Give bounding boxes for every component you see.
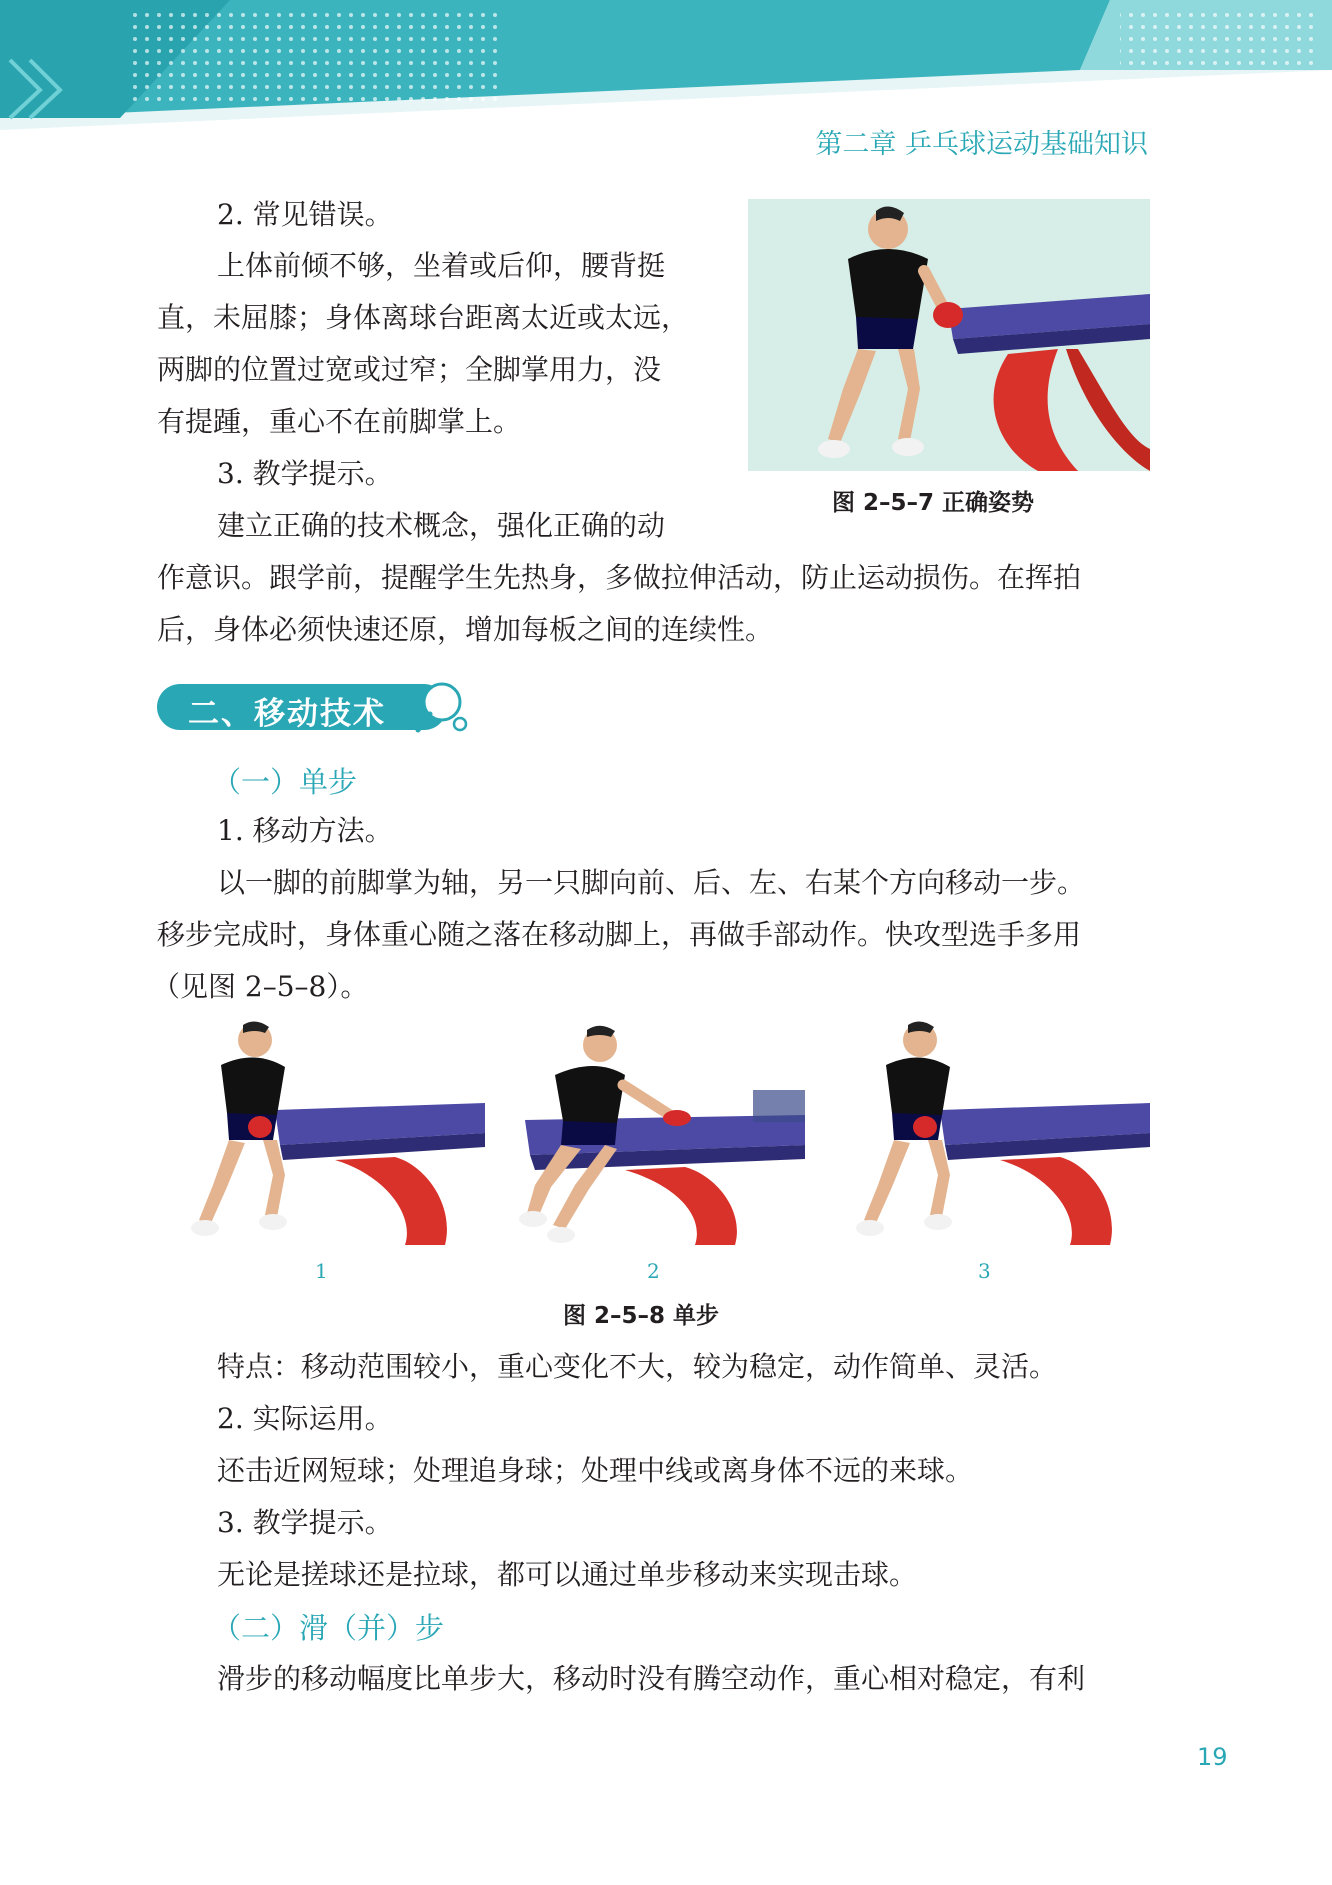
paragraph-line: 滑步的移动幅度比单步大，移动时没有腾空动作，重心相对稳定，有利: [217, 1662, 1086, 1695]
paragraph-line: （见图 2–5–8）。: [152, 970, 369, 1003]
frame-number: 2: [647, 1259, 660, 1283]
paragraph-line: 上体前倾不够，坐着或后仰，腰背挺: [217, 249, 666, 282]
frame-number: 1: [315, 1259, 328, 1283]
figure-caption: 图 2–5–7 正确姿势: [832, 490, 1035, 516]
paragraph-line: 有提踵，重心不在前脚掌上。: [157, 405, 522, 438]
page-number: 19: [1197, 1743, 1228, 1771]
item3-heading: 3. 教学提示。: [217, 457, 393, 490]
paragraph-line: 建立正确的技术概念，强化正确的动: [217, 509, 666, 542]
item3-heading: 3. 教学提示。: [217, 1506, 393, 1539]
paragraph-line: 后，身体必须快速还原，增加每板之间的连续性。: [157, 613, 774, 646]
photo-single-step-1: [155, 1015, 485, 1245]
photo-correct-posture: [748, 199, 1150, 471]
subsection-heading: （二）滑（并）步: [212, 1611, 445, 1645]
item2-heading: 2. 常见错误。: [217, 198, 393, 231]
photo-single-step-3: [820, 1015, 1150, 1245]
paragraph-line: 直，未屈膝；身体离球台距离太近或太远，: [157, 301, 690, 334]
paragraph-line: 作意识。跟学前，提醒学生先热身，多做拉伸活动，防止运动损伤。在挥拍: [157, 561, 1082, 594]
chapter-title: 第二章 乒乓球运动基础知识: [815, 129, 1148, 160]
photo-single-step-2: [505, 1015, 805, 1245]
item2-heading: 2. 实际运用。: [217, 1402, 393, 1435]
frame-number: 3: [978, 1259, 991, 1283]
section-heading: 二、移动技术: [188, 696, 386, 732]
paragraph-line: 还击近网短球；处理追身球；处理中线或离身体不远的来球。: [217, 1454, 974, 1487]
subsection-heading: （一）单步: [212, 765, 358, 799]
paragraph-line: 移步完成时，身体重心随之落在移动脚上，再做手部动作。快攻型选手多用: [157, 918, 1082, 951]
item1-heading: 1. 移动方法。: [217, 814, 393, 847]
paragraph-line: 两脚的位置过宽或过窄；全脚掌用力，没: [157, 353, 662, 386]
paragraph-line: 无论是搓球还是拉球，都可以通过单步移动来实现击球。: [217, 1558, 918, 1591]
ping-pong-paddle-icon: [412, 680, 470, 736]
figure-caption: 图 2–5–8 单步: [563, 1303, 720, 1329]
paragraph-line: 以一脚的前脚掌为轴，另一只脚向前、后、左、右某个方向移动一步。: [217, 866, 1086, 899]
header-banner: [0, 0, 1332, 130]
feature-line: 特点：移动范围较小，重心变化不大，较为稳定，动作简单、灵活。: [217, 1350, 1058, 1383]
